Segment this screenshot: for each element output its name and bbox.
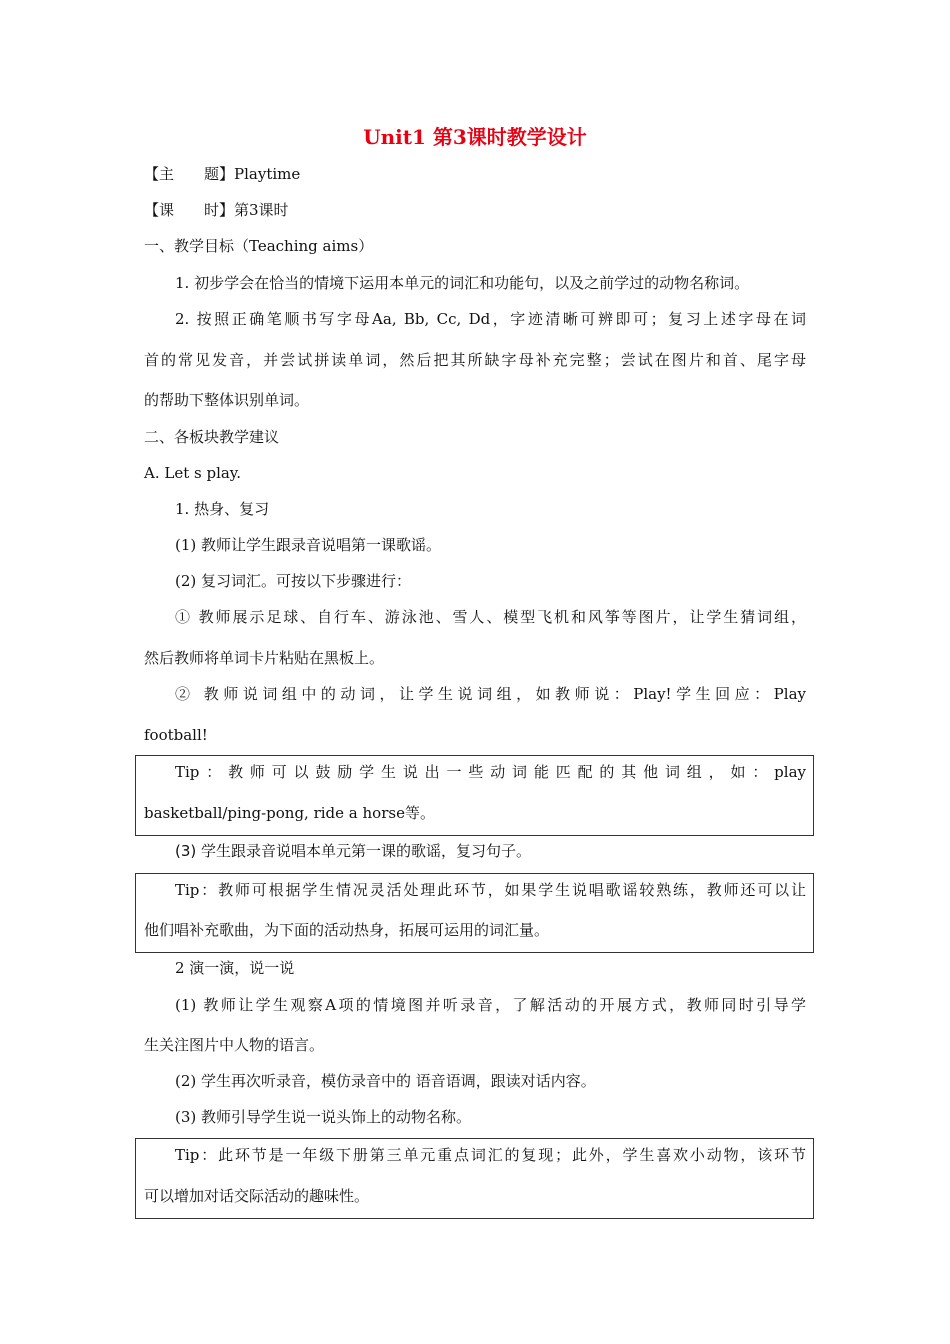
- step-1-item-3: (3) 学生跟录音说唱本单元第一课的歌谣，复习句子。: [175, 842, 532, 860]
- page-title: Unit1 第3课时教学设计: [363, 125, 587, 149]
- step-2-heading: 2 演一演，说一说: [175, 959, 295, 977]
- circle-1-line-1: ① 教师展示足球、自行车、游泳池、雪人、模型飞机和风筝等图片，让学生猜词组，: [175, 608, 806, 626]
- tip-2-line-1: Tip：教师可根据学生情况灵活处理此环节，如果学生说唱歌谣较熟练，教师还可以让: [175, 881, 806, 899]
- section1-heading: 一、教学目标（Teaching aims）: [144, 237, 374, 255]
- tip-3-line-2: 可以增加对话交际活动的趣味性。: [144, 1187, 370, 1205]
- tip-2-line-2: 他们唱补充歌曲，为下面的活动热身，拓展可运用的词汇量。: [144, 921, 550, 939]
- tip-box-1: [135, 755, 814, 836]
- circle-2-line-1: ② 教师说词组中的动词，让学生说词组，如教师说：Play!学生回应：Play: [175, 685, 806, 703]
- aim-2-line-3: 的帮助下整体识别单词。: [144, 391, 310, 409]
- step-2-item-2: (2) 学生再次听录音，模仿录音中的 语音语调，跟读对话内容。: [175, 1072, 596, 1090]
- circle-1-line-2: 然后教师将单词卡片粘贴在黑板上。: [144, 649, 385, 667]
- step-1-item-2: (2) 复习词汇。可按以下步骤进行：: [175, 572, 412, 590]
- tip-3-line-1: Tip：此环节是一年级下册第三单元重点词汇的复现；此外，学生喜欢小动物，该环节: [175, 1146, 806, 1164]
- tip-1-line-1: Tip：教师可以鼓励学生说出一些动词能匹配的其他词组，如：play: [175, 763, 806, 781]
- period-label: 【课 时】: [144, 201, 235, 219]
- topic-label: 【主 题】: [144, 165, 235, 183]
- step-2-item-3: (3) 教师引导学生说一说头饰上的动物名称。: [175, 1108, 472, 1126]
- period-line: [144, 200, 289, 220]
- topic-value: Playtime: [234, 165, 301, 183]
- step-2-item-1-line-2: 生关注图片中人物的语言。: [144, 1036, 325, 1054]
- tip-box-2: [135, 873, 814, 953]
- aim-2-line-1: 2. 按照正确笔顺书写字母Aa, Bb, Cc, Dd，字迹清晰可辨即可；复习上述字母在词: [175, 310, 806, 328]
- step-1-item-1: (1) 教师让学生跟录音说唱第一课歌谣。: [175, 536, 442, 554]
- step-1-heading: 1. 热身、复习: [175, 500, 270, 518]
- tip-box-3: [135, 1138, 814, 1219]
- circle-2-line-2: football!: [144, 726, 208, 744]
- aim-2-line-2: 首的常见发音，并尝试拼读单词，然后把其所缺字母补充完整；尝试在图片和首、尾字母: [144, 351, 806, 369]
- step-2-item-1-line-1: (1) 教师让学生观察A项的情境图并听录音，了解活动的开展方式，教师同时引导学: [175, 996, 806, 1014]
- period-value: 第3课时: [234, 201, 289, 219]
- section2-heading: 二、各板块教学建议: [144, 428, 280, 446]
- part-a-heading: A. Let s play.: [144, 464, 242, 482]
- tip-1-line-2: basketball/ping-pong, ride a horse等。: [144, 804, 435, 822]
- topic-line: [144, 164, 300, 184]
- aim-1: 1. 初步学会在恰当的情境下运用本单元的词汇和功能句，以及之前学过的动物名称词。: [175, 274, 750, 292]
